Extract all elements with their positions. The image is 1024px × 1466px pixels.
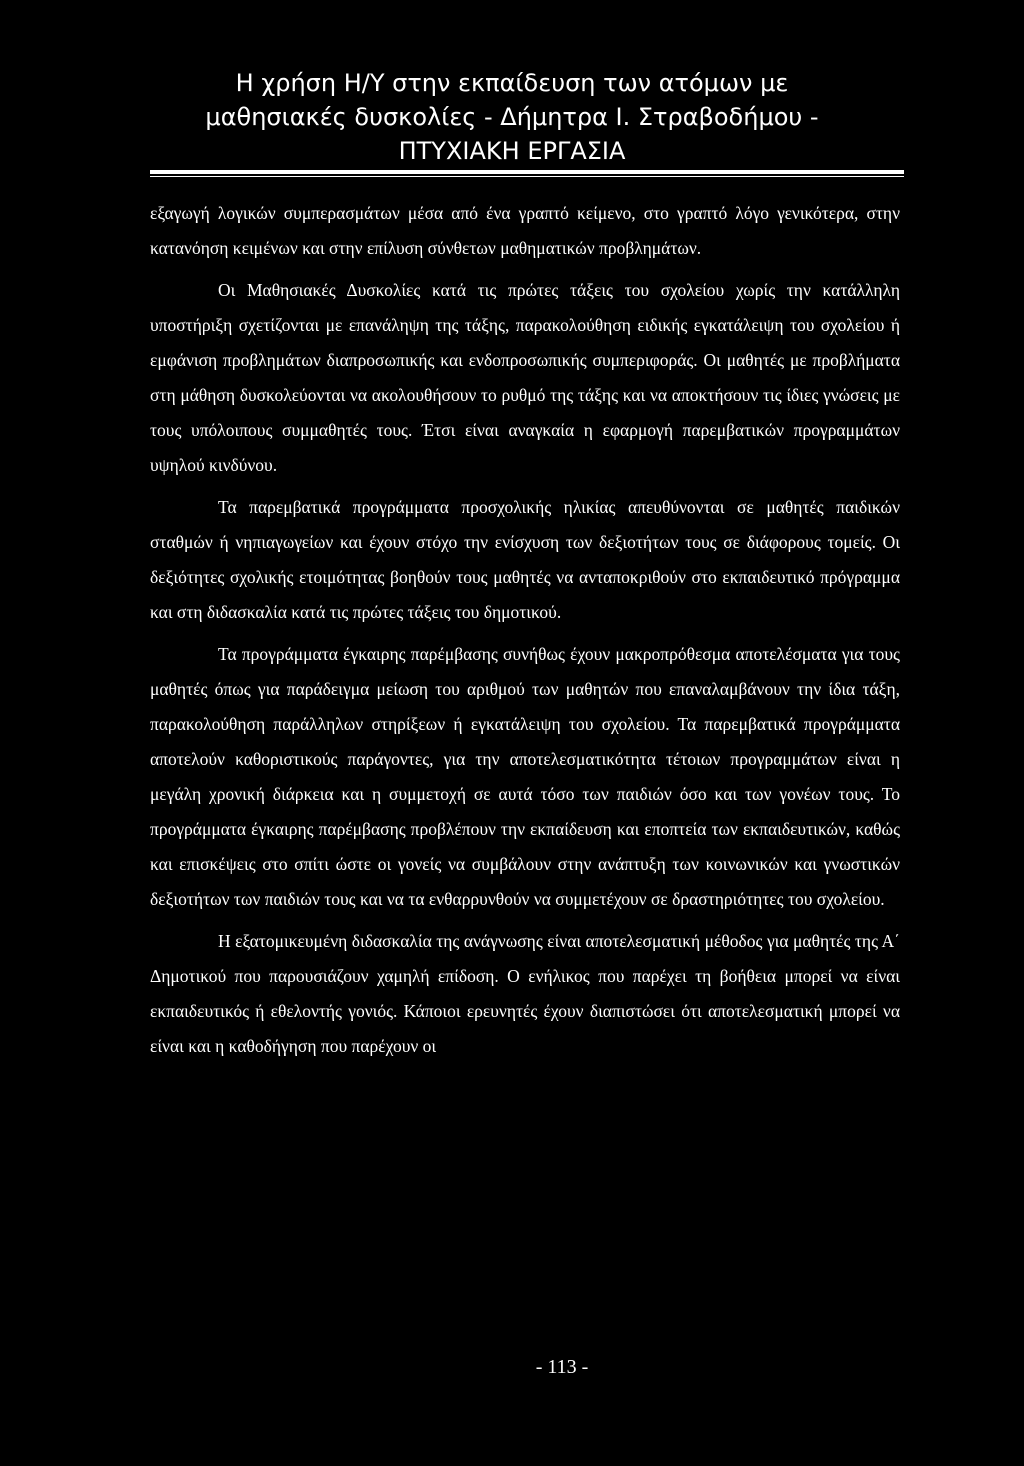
document-body [150, 196, 900, 1071]
header-title-line-2: μαθησιακές δυσκολίες - Δήμητρα Ι. Στραβοδήμου - [205, 103, 819, 131]
header-divider [150, 170, 904, 174]
paragraph: Η εξατομικευμένη διδασκαλία της ανάγνωσης είναι αποτελεσματική μέθοδος για μαθητές της Α΄ Δημοτικού που παρουσιάζουν χαμηλή επίδοση. Ο ενήλικος που παρέχει τη βοήθεια μπορεί να είναι εκπαιδευτικός ή εθελοντής γονιός. Κάποιοι ερευνητές έχουν διαπιστώσει ότι αποτελεσματική μπορεί να είναι και η καθοδήγηση που παρέχουν οι [150, 931, 900, 1056]
header-title-line-1: Η χρήση Η/Υ στην εκπαίδευση των ατόμων με [235, 69, 789, 97]
paragraph: Οι Μαθησιακές Δυσκολίες κατά τις πρώτες τάξεις του σχολείου χωρίς την κατάλληλη υποστήριξη σχετίζονται με επανάληψη της τάξης, παρακολούθηση ειδικής εγκατάλειψη του σχολείου ή εμφάνιση προβλημάτων διαπροσωπικής και ενδοπροσωπικής συμπεριφοράς. Οι μαθητές με προβλήματα στη μάθηση δυσκολεύονται να ακολουθήσουν το ρυθμό της τάξης και να αποκτήσουν τις ίδιες γνώσεις με τους υπόλοιπους συμμαθητές τους. Έτσι είναι αναγκαία η εφαρμογή παρεμβατικών προγραμμάτων υψηλού κινδύνου. [150, 280, 900, 475]
page-number: - 113 - [535, 1356, 589, 1378]
header-divider-thin [150, 176, 904, 177]
paragraph: Τα προγράμματα έγκαιρης παρέμβασης συνήθως έχουν μακροπρόθεσμα αποτελέσματα για τους μαθητές όπως για παράδειγμα μείωση του αριθμού των μαθητών που επαναλαμβάνουν την ίδια τάξη, παρακολούθηση παράλληλων στηρίξεων ή εγκατάλειψη του σχολείου. Τα παρεμβατικά προγράμματα αποτελούν καθοριστικούς παράγοντες, για την αποτελεσματικότητα τέτοιων προγραμμάτων είναι η μεγάλη χρονική διάρκεια και η συμμετοχή σε αυτά τόσο των παιδιών όσο και των γονέων τους. Το προγράμματα έγκαιρης παρέμβασης προβλέπουν την εκπαίδευση και εποπτεία των εκπαιδευτικών, καθώς και επισκέψεις στο σπίτι ώστε οι γονείς να συμβάλουν στην ανάπτυξη των κοινωνικών και γνωστικών δεξιοτήτων των παιδιών τους και να τα ενθαρρυνθούν να συμμετέχουν σε δραστηριότητες του σχολείου. [150, 644, 900, 909]
paragraph: Τα παρεμβατικά προγράμματα προσχολικής ηλικίας απευθύνονται σε μαθητές παιδικών σταθμών ή νηπιαγωγείων και έχουν στόχο την ενίσχυση των δεξιοτήτων τους σε διάφορους τομείς. Οι δεξιότητες σχολικής ετοιμότητας βοηθούν τους μαθητές να ανταποκριθούν στο εκπαιδευτικό πρόγραμμα και στη διδασκαλία κατά τις πρώτες τάξεις του δημοτικού. [150, 497, 900, 622]
page-header [0, 66, 1024, 168]
header-title-line-3: ΠΤΥΧΙΑΚΗ ΕΡΓΑΣΙΑ [398, 137, 626, 165]
paragraph: εξαγωγή λογικών συμπερασμάτων μέσα από ένα γραπτό κείμενο, στο γραπτό λόγο γενικότερα, στην κατανόηση κειμένων και στην επίλυση σύνθετων μαθηματικών προβλημάτων. [150, 203, 900, 258]
